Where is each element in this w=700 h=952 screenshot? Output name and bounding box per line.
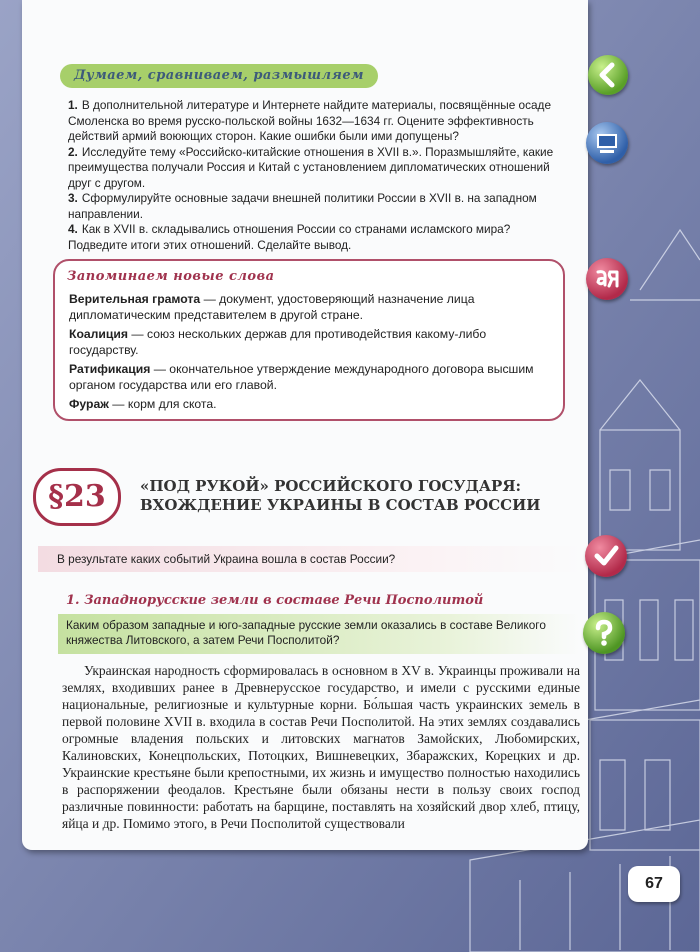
task-list <box>68 98 556 253</box>
task-item: 1. В дополнительной литературе и Интернете найдите материалы, посвящённые осаде Смоленска во время русско-польской войны 1632—1634 гг. Оцените эффективность действий армий воюющих сторон. Какие ошибки были ими допущены? <box>68 98 552 143</box>
task-item: 4. Как в XVII в. складывались отношения России со странами исламского мира? Подведите итоги этих отношений. Сделайте вывод. <box>68 222 511 252</box>
page-number: 67 <box>628 866 680 902</box>
question-icon[interactable] <box>583 612 625 654</box>
vocabulary-title: Запоминаем новые слова <box>67 269 275 284</box>
back-arrow-icon[interactable] <box>588 55 628 95</box>
vocabulary-term: Фураж — корм для скота. <box>69 397 217 411</box>
body-text: Украинская народность сформировалась в основном в XV в. Украинцы проживали на землях, входивших ранее в Древнерусское государство, и имели с русскими единые национальные, религиозные и культурные корни. Бо́льшая часть украинских земель в первой половине XVII в. входила в состав Речи Посполитой. На этих землях создавались огромные владения польских и литовских магнатов Замойских, Любомирских, Калиновских, Конецпольских, Потоцких, Вишневецких, Збаражских, Корецких и др. Украинские крестьяне были крепостными, их жизнь и имущество полностью находились в распоряжении феодалов. Крестьяне были обязаны нести в пользу своих господ различные повинности: работать на барщине, поставлять на хозяйский двор хлеб, птицу, яйца и др. Помимо этого, в Речи Посполитой существовали <box>62 663 580 831</box>
checkmark-icon[interactable] <box>585 535 627 577</box>
vocabulary-term: Верительная грамота — документ, удостоверяющий назначение лица дипломатическим представителем в другой стране. <box>69 292 475 322</box>
computer-screen-icon[interactable] <box>586 122 628 164</box>
subsection-question: Каким образом западные и юго-западные русские земли оказались в составе Великого княжества Литовского, а затем Речи Посполитой? <box>66 618 546 647</box>
paragraph-number-badge: §23 <box>33 468 121 526</box>
section-tag: Думаем, сравниваем, размышляем <box>60 64 378 88</box>
key-question: В результате каких событий Украина вошла в состав России? <box>57 552 396 566</box>
vocabulary-term: Коалиция — союз нескольких держав для противодействия какому-либо государству. <box>69 327 487 357</box>
vocabulary-term: Ратификация — окончательное утверждение международного договора высшим органом государства или его главой. <box>69 362 534 392</box>
task-item: 3. Сформулируйте основные задачи внешней политики России в XVII в. на западном направлении. <box>68 191 537 221</box>
paragraph-title: «ПОД РУКОЙ» РОССИЙСКОГО ГОСУДАРЯ: ВХОЖДЕНИЕ УКРАИНЫ В СОСТАВ РОССИИ <box>140 477 541 514</box>
task-item: 2. Исследуйте тему «Российско-китайские отношения в XVII в.». Поразмышляйте, какие преимущества получали Россия и Китай с установлением дипломатических отношений друг с другом. <box>68 144 554 190</box>
dictionary-icon[interactable] <box>586 258 628 300</box>
vocabulary-box <box>53 259 565 421</box>
subsection-title: 1. Западнорусские земли в составе Речи Посполитой <box>66 593 484 608</box>
